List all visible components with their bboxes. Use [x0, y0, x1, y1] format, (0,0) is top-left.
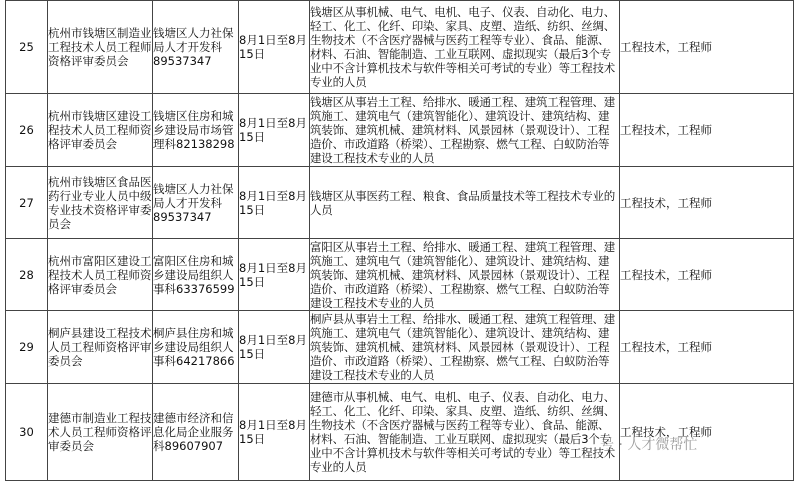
- series-level: 工程技术，工程师: [620, 94, 794, 167]
- row-number: 28: [6, 239, 48, 311]
- department-contact: 建德市经济和信息化局企业服务科89607907: [153, 384, 239, 481]
- series-level: 工程技术，工程师: [620, 239, 794, 311]
- committee-name: 杭州市钱塘区建设工程技术人员工程师资格评审委员会: [48, 94, 153, 167]
- department-contact: 钱塘区人力社保局人才开发科89537347: [153, 1, 239, 94]
- table-row: [6, 311, 794, 384]
- department-contact: 钱塘区住房和城乡建设局市场管理科82138298: [153, 94, 239, 167]
- application-period: 8月1日至8月15日: [239, 94, 310, 167]
- watermark: 号 · 人才微帮忙: [600, 437, 698, 453]
- application-scope: 钱塘区从事岩土工程、给排水、暖通工程、建筑工程管理、建筑施工、建筑电气（建筑智能化）、建筑设计、建筑结构、建筑装饰、建筑机械、建筑材料、风景园林（景观设计）、工程造价、市政道路（桥梁）、工程勘察、燃气工程、白蚁防治等建设工程技术专业的人员: [310, 94, 620, 167]
- row-number: 25: [6, 1, 48, 94]
- application-scope: 桐庐县从事岩土工程、给排水、暖通工程、建筑工程管理、建筑施工、建筑电气（建筑智能化）、建筑设计、建筑结构、建筑装饰、建筑机械、建筑材料、风景园林（景观设计）、工程造价、市政道路（桥梁）、工程勘察、燃气工程、白蚁防治等建设工程技术专业的人员: [310, 311, 620, 384]
- series-level: 工程技术，工程师: [620, 1, 794, 94]
- table-row: [6, 1, 794, 94]
- application-scope: 富阳区从事岩土工程、给排水、暖通工程、建筑工程管理、建筑施工、建筑电气（建筑智能化）、建筑设计、建筑结构、建筑装饰、建筑机械、建筑材料、风景园林（景观设计）、工程造价、市政道路（桥梁）、工程勘察、燃气工程、白蚁防治等建设工程技术专业的人员: [310, 239, 620, 311]
- committee-name: 桐庐县建设工程技术人员工程师资格评审委员会: [48, 311, 153, 384]
- row-number: 29: [6, 311, 48, 384]
- committee-name: 杭州市钱塘区制造业工程技术人员工程师资格评审委员会: [48, 1, 153, 94]
- series-level: 工程技术，工程师: [620, 384, 794, 481]
- application-period: 8月1日至8月15日: [239, 1, 310, 94]
- table-row: [6, 94, 794, 167]
- committee-table: [5, 0, 794, 481]
- table-row: [6, 384, 794, 481]
- committee-name: 建德市制造业工程技术人员工程师资格评审委员会: [48, 384, 153, 481]
- row-number: 27: [6, 167, 48, 239]
- row-number: 30: [6, 384, 48, 481]
- series-level: 工程技术，工程师: [620, 167, 794, 239]
- application-scope: 建德市从事机械、电气、电机、电子、仪表、自动化、电力、轻工、化工、化纤、印染、家具、皮塑、造纸、纺织、丝绸、生物技术（不含医疗器械与医药工程等专业）、食品、能源、材料、石油、智能制造、工业互联网、虚拟现实（最后3个专业中不含计算机技术与软件等相关可考试的专业）等工程技术专业的人员: [310, 384, 620, 481]
- table-row: [6, 239, 794, 311]
- application-scope: 钱塘区从事医药工程、粮食、食品质量技术等工程技术专业的人员: [310, 167, 620, 239]
- committee-name: 杭州市富阳区建设工程技术人员工程师资格评审委员会: [48, 239, 153, 311]
- row-number: 26: [6, 94, 48, 167]
- committee-name: 杭州市钱塘区食品医药行业专业人员中级专业技术资格评审委员会: [48, 167, 153, 239]
- application-period: 8月1日至8月15日: [239, 311, 310, 384]
- department-contact: 钱塘区人力社保局人才开发科89537347: [153, 167, 239, 239]
- series-level: 工程技术，工程师: [620, 311, 794, 384]
- table-row: [6, 167, 794, 239]
- department-contact: 富阳区住房和城乡建设局组织人事科63376599: [153, 239, 239, 311]
- department-contact: 桐庐县住房和城乡建设局组织人事科64217866: [153, 311, 239, 384]
- application-period: 8月1日至8月15日: [239, 167, 310, 239]
- application-period: 8月1日至8月15日: [239, 239, 310, 311]
- application-period: 8月1日至8月15日: [239, 384, 310, 481]
- application-scope: 钱塘区从事机械、电气、电机、电子、仪表、自动化、电力、轻工、化工、化纤、印染、家具、皮塑、造纸、纺织、丝绸、生物技术（不含医疗器械与医药工程等专业）、食品、能源、材料、石油、智能制造、工业互联网、虚拟现实（最后3个专业中不含计算机技术与软件等相关可考试的专业）等工程技术专业的人员: [310, 1, 620, 94]
